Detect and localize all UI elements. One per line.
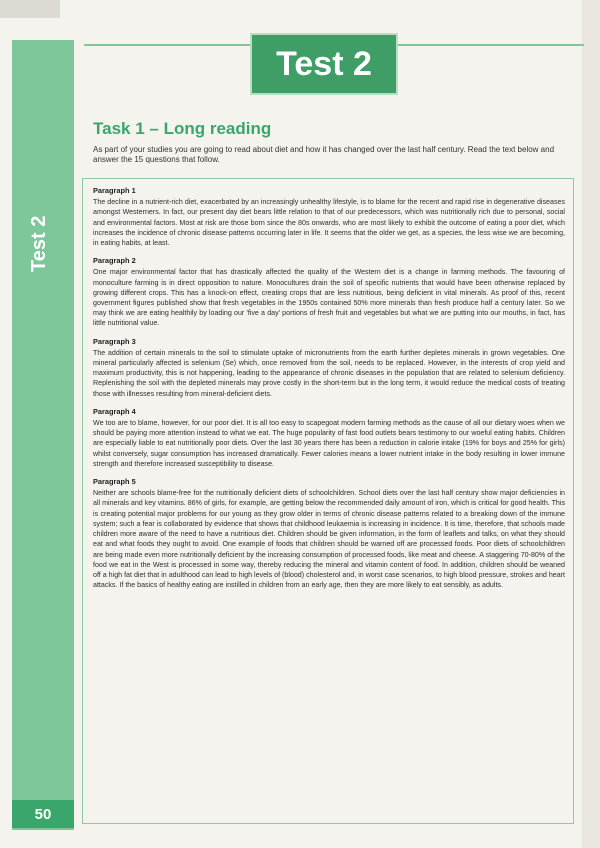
page-edge bbox=[582, 0, 600, 848]
paragraph-5 bbox=[93, 477, 565, 590]
page-corner bbox=[0, 0, 60, 18]
paragraph-title: Paragraph 4 bbox=[93, 406, 136, 416]
page-number: 50 bbox=[12, 800, 74, 828]
paragraph-title: Paragraph 5 bbox=[93, 477, 136, 487]
task-intro: As part of your studies you are going to read about diet and how it has changed over the last half century. Read the text below and answer the 15 questions that follow. bbox=[93, 145, 555, 164]
paragraph-title: Paragraph 1 bbox=[93, 186, 136, 195]
paragraph-2 bbox=[93, 256, 565, 328]
paragraph-body: One major environmental factor that has drastically affected the quality of the Western diet is a change in farming methods. The favouring of monoculture farming is in direct opposition to nature. Monocultures drain the soil of specific nutrients that would have been otherwise replaced by growing different crops. This has a knock-on effect, creating crops that are less nutritious, being deficient in vital minerals. As proof of this, recent government figures published show that fresh vegetables in the 1950s contained 50% more minerals than fresh produce half a century later. So we may think we are eating healthily by loading our 'five a day' portions of fresh fruit and vegetables but what we are putting into our mouths, in fact, has little nutritional value. bbox=[93, 268, 565, 328]
paragraph-3 bbox=[93, 337, 565, 399]
paragraph-body: The addition of certain minerals to the soil to stimulate uptake of micronutrients from the earth further depletes minerals in grown vegetables. One mineral particularly affected is selenium (Se) which, once removed from the soil, needs to be replaced. However, in the interests of crop yield and maximum productivity, this is not happening, leading to the appearance of chronic diseases in the population that are related to selenium deficiency. Replenishing the soil with the depleted minerals may prove costly in the short-term but in the long term, it would reduce the medical costs of treating those with illnesses resulting from mineral-deficient diets. bbox=[93, 348, 565, 398]
reading-text-box bbox=[82, 178, 574, 824]
paragraph-body: Neither are schools blame-free for the nutritionally deficient diets of schoolchildren. School diets over the last half century show major deficiencies in all minerals and key vitamins. 86% of girls, for example, are getting below the recommended daily amount of iron, which is critical for good health. This is creating potential major problems for our young as they grow older in terms of chronic disease patterns related to a breaking down of the immune system; such a fear is collaborated by evidence that shows that childhood leukaemia is increasing in incidence. It is time, therefore, that schools made children more aware of the need to have a nutritious diet. Children should be given information, in the form of leaflets and talks, on what they should eat and what foods they ought to avoid. One example of foods that children should be warned off are processed foods. Poor diets of schoolchildren are being made even more nutritionally deficient by the increasing consumption of processed foods, like meat and cheese. A staggering 70-80% of the food we eat in the West is processed in some way, thereby reducing the mineral and vitamin content of food. In addition, children should be weaned off a high fat diet that in adulthood can lead to high levels of (blood) cholesterol and, in worst case scenarios, to high blood pressure, strokes and heart attacks. If the basics of healthy eating are instilled in children from an early age, then they are more likely to eat sensibly, as adults. bbox=[93, 489, 565, 590]
paragraph-1 bbox=[93, 186, 565, 248]
paragraph-body: We too are to blame, however, for our poor diet. It is all too easy to scapegoat modern farming methods as the cause of all our dietary woes when we should be paying more attention instead to what we eat. The huge popularity of fast food outlets bears testimony to our woeful eating habits. Children are especially liable to eat nutritionally poor diets. Over the last 30 years there has been a reduction in calorie intake (19% for boys and 25% for girls) whilst conversely, sugar consumption has increased dramatically. Fewer calories means a lower nutrient intake in the body resulting in lower immune strength and therefore increased susceptibility to disease. bbox=[93, 419, 565, 468]
task-title: Task 1 – Long reading bbox=[93, 119, 272, 138]
test-badge: Test 2 bbox=[250, 33, 398, 95]
paragraph-body: The decline in a nutrient-rich diet, exacerbated by an increasingly unhealthy lifestyle, is to blame for the recent and rapid rise in degenerative diseases amongst Westerners. In fact, our present day diet bears little relation to that of our predecessors, which was nutritionally rich due to personal, social and environmental factors. Most at risk are those born since the 80s onwards, who are most likely to exhibit the outcome of eating a poor diet, which increases the incidence of chronic disease patterns occurring later in life. It seems that the older we get, as a species, the less wise we are becoming, in eating habits, at least. bbox=[93, 198, 565, 248]
paragraph-4 bbox=[93, 407, 565, 469]
side-label: Test 2 bbox=[28, 215, 50, 272]
paragraph-title: Paragraph 3 bbox=[93, 336, 136, 346]
paragraph-title: Paragraph 2 bbox=[93, 256, 136, 266]
side-strip bbox=[12, 40, 74, 830]
